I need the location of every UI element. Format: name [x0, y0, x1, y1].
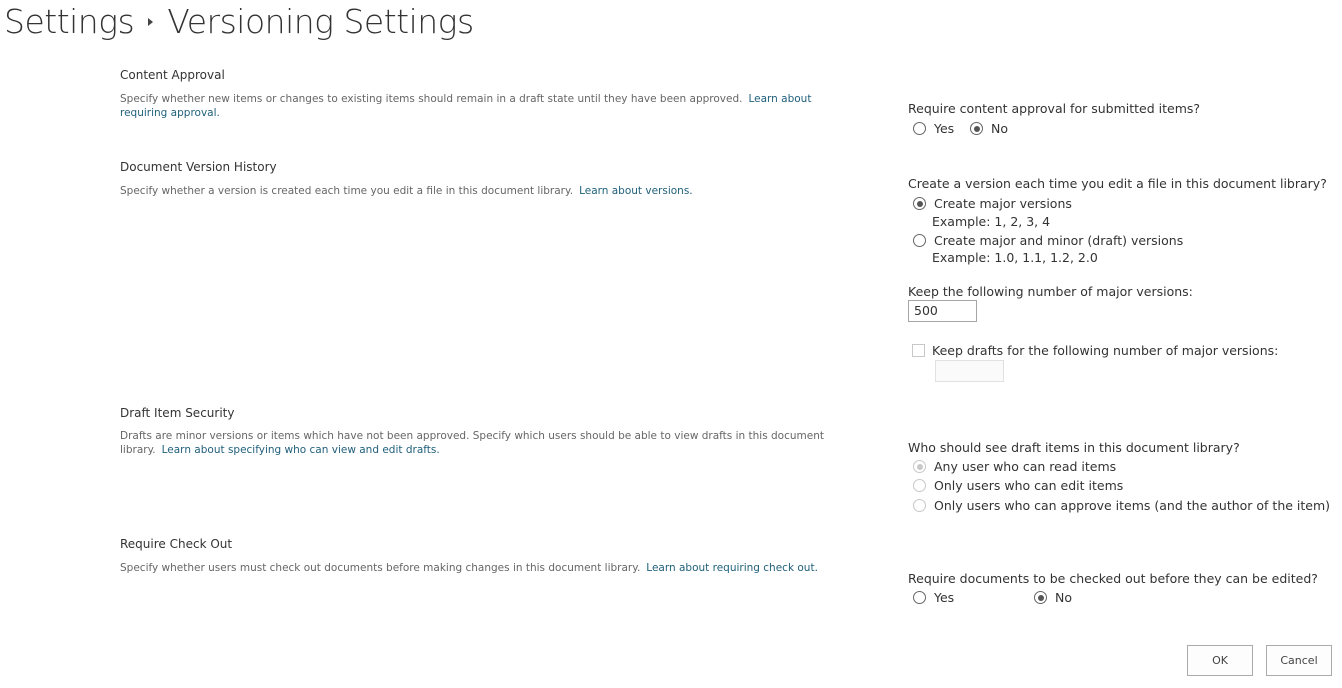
draft-approve-option[interactable]: [913, 498, 1330, 513]
content-approval-yes-option[interactable]: [913, 121, 954, 136]
major-versions-radio[interactable]: [913, 197, 926, 210]
draft-read-option[interactable]: [913, 459, 1116, 474]
content-approval-description: [120, 92, 850, 120]
keep-major-label: Keep the following number of major versions:: [908, 284, 1193, 299]
version-history-title: Document Version History: [120, 160, 277, 174]
content-approval-yes-label: Yes: [934, 121, 955, 136]
draft-approve-label: Only users who can approve items (and the author of the item): [934, 498, 1331, 513]
breadcrumb-separator-icon: [148, 18, 153, 26]
major-versions-label: Create major versions: [934, 196, 1072, 211]
check-out-yes-radio[interactable]: [913, 591, 926, 604]
draft-edit-option[interactable]: [913, 478, 1123, 493]
keep-major-input[interactable]: 500: [908, 300, 977, 322]
version-history-description-text: Specify whether a version is created each time you edit a file in this document library.: [120, 185, 574, 197]
content-approval-description-text: Specify whether new items or changes to existing items should remain in a draft state until they have been approved.: [120, 93, 743, 105]
learn-check-out-link[interactable]: Learn about requiring check out.: [646, 562, 818, 574]
check-out-title: Require Check Out: [120, 537, 233, 551]
content-approval-no-radio[interactable]: [970, 122, 983, 135]
draft-security-description-text: Drafts are minor versions or items which have not been approved. Specify which users should be able to view drafts in this document library.: [120, 430, 824, 456]
minor-versions-option[interactable]: [913, 233, 1183, 248]
draft-read-radio[interactable]: [913, 460, 926, 473]
ok-button[interactable]: OK: [1187, 645, 1253, 676]
minor-versions-example: Example: 1.0, 1.1, 1.2, 2.0: [932, 250, 1098, 265]
minor-versions-radio[interactable]: [913, 234, 926, 247]
content-approval-no-option[interactable]: [970, 121, 1008, 136]
draft-edit-radio[interactable]: [913, 479, 926, 492]
content-approval-yes-radio[interactable]: [913, 122, 926, 135]
learn-versions-link[interactable]: Learn about versions.: [579, 185, 693, 197]
version-history-description: [120, 184, 850, 198]
page-title-text: Versioning Settings: [167, 2, 474, 41]
major-versions-option[interactable]: [913, 196, 1072, 211]
check-out-no-label: No: [1055, 590, 1072, 605]
draft-edit-label: Only users who can edit items: [934, 478, 1124, 493]
check-out-description: [120, 561, 850, 575]
keep-drafts-checkbox[interactable]: [912, 344, 925, 357]
learn-drafts-link[interactable]: Learn about specifying who can view and edit drafts.: [161, 444, 440, 456]
content-approval-title: Content Approval: [120, 68, 225, 82]
content-approval-no-label: No: [991, 121, 1008, 136]
keep-drafts-input[interactable]: [935, 360, 1004, 382]
cancel-button[interactable]: Cancel: [1266, 645, 1332, 676]
draft-security-description: [120, 429, 845, 457]
draft-read-label: Any user who can read items: [934, 459, 1117, 474]
minor-versions-label: Create major and minor (draft) versions: [934, 233, 1184, 248]
version-history-question: Create a version each time you edit a file in this document library?: [908, 176, 1327, 191]
learn-approval-link[interactable]: Learn about requiring approval.: [120, 93, 812, 119]
check-out-question: Require documents to be checked out before they can be edited?: [908, 571, 1318, 586]
draft-security-question: Who should see draft items in this document library?: [908, 440, 1240, 455]
draft-approve-radio[interactable]: [913, 499, 926, 512]
content-approval-question: Require content approval for submitted items?: [908, 101, 1201, 116]
keep-drafts-label: Keep drafts for the following number of major versions:: [932, 343, 1279, 358]
page-title: [4, 0, 474, 44]
breadcrumb-settings[interactable]: Settings: [4, 2, 135, 41]
major-versions-example: Example: 1, 2, 3, 4: [932, 214, 1051, 229]
draft-security-title: Draft Item Security: [120, 406, 235, 420]
check-out-description-text: Specify whether users must check out documents before making changes in this document library.: [120, 562, 641, 574]
check-out-yes-label: Yes: [934, 590, 955, 605]
check-out-yes-option[interactable]: [913, 590, 954, 605]
check-out-no-radio[interactable]: [1034, 591, 1047, 604]
check-out-no-option[interactable]: [1034, 590, 1072, 605]
